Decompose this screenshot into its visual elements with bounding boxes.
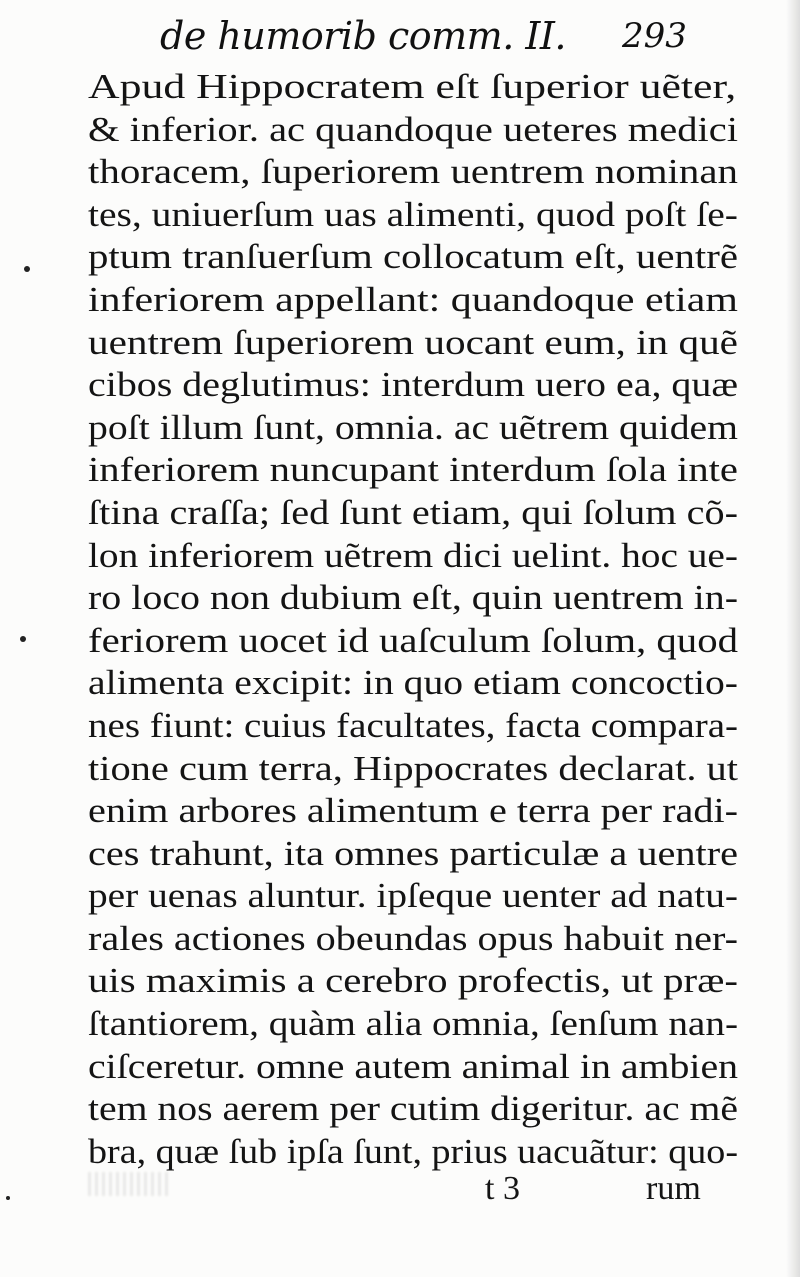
text-line: inferiorem nuncupant interdum ſola inte: [88, 450, 738, 490]
text-line: ſtina craſſa; ſed ſunt etiam, qui ſolum cõ-: [88, 492, 738, 532]
text-line: nes fiunt: cuius facultates, facta compara-: [88, 705, 739, 745]
text-line: ciſceretur. omne autem animal in ambien: [88, 1046, 739, 1086]
text-line: feriorem uocet id uaſculum ſolum, quod: [88, 620, 738, 660]
signature-mark: t 3: [485, 1170, 520, 1207]
text-line: inferiorem appellant: quandoque etiam: [88, 279, 738, 319]
text-line: tes, uniuerſum uas alimenti, quod poſt ſe-: [88, 194, 738, 234]
text-line: ro loco non dubium eſt, quin uentrem in-: [88, 578, 738, 618]
ink-speck: [6, 1196, 10, 1200]
text-line: alimenta excipit: in quo etiam concoctio-: [88, 663, 738, 703]
text-line: tione cum terra, Hippocrates declarat. ut: [88, 748, 738, 788]
text-line: ſtantiorem, quàm alia omnia, ſenſum nan-: [88, 1004, 739, 1044]
page-footer: [0, 1170, 800, 1210]
ink-speck: [20, 636, 26, 642]
text-line: ptum tranſuerſum collocatum eſt, uentrẽ: [88, 237, 738, 277]
body-text: [88, 66, 738, 1173]
text-line: per uenas aluntur. ipſeque uenter ad natu-: [88, 876, 739, 916]
text-line: tem nos aerem per cutim digeritur. ac mẽ: [88, 1089, 739, 1129]
text-line: lon inferiorem uẽtrem dici uelint. hoc ue-: [88, 535, 738, 575]
text-line: Apud Hippocratem eſt ſuperior uẽter,: [88, 67, 737, 106]
page-edge-shadow: [786, 0, 800, 1277]
text-line: ces trahunt, ita omnes particulæ a uentre: [88, 833, 738, 873]
text-line: thoracem, ſuperiorem uentrem nominan: [88, 152, 738, 192]
page-header: [0, 14, 800, 64]
text-line: rales actiones obeundas opus habuit ner-: [88, 918, 738, 958]
text-line: uis maximis a cerebro profectis, ut præ-: [88, 961, 739, 1001]
text-line: & inferior. ac quandoque ueteres medici: [88, 109, 738, 149]
page-number: 293: [622, 16, 687, 56]
text-line: enim arbores alimentum e terra per radi-: [88, 791, 739, 831]
text-line: poſt illum ſunt, omnia. ac uẽtrem quidem: [88, 407, 739, 447]
catchword: rum: [646, 1170, 701, 1207]
text-line: bra, quæ ſub ipſa ſunt, prius uacuãtur: quo-: [88, 1131, 739, 1171]
ink-speck: [24, 266, 30, 272]
text-line: uentrem ſuperiorem uocant eum, in quẽ: [88, 322, 738, 362]
text-line: cibos deglutimus: interdum uero ea, quæ: [88, 365, 738, 405]
running-title: de humorib comm. II.: [160, 14, 566, 58]
